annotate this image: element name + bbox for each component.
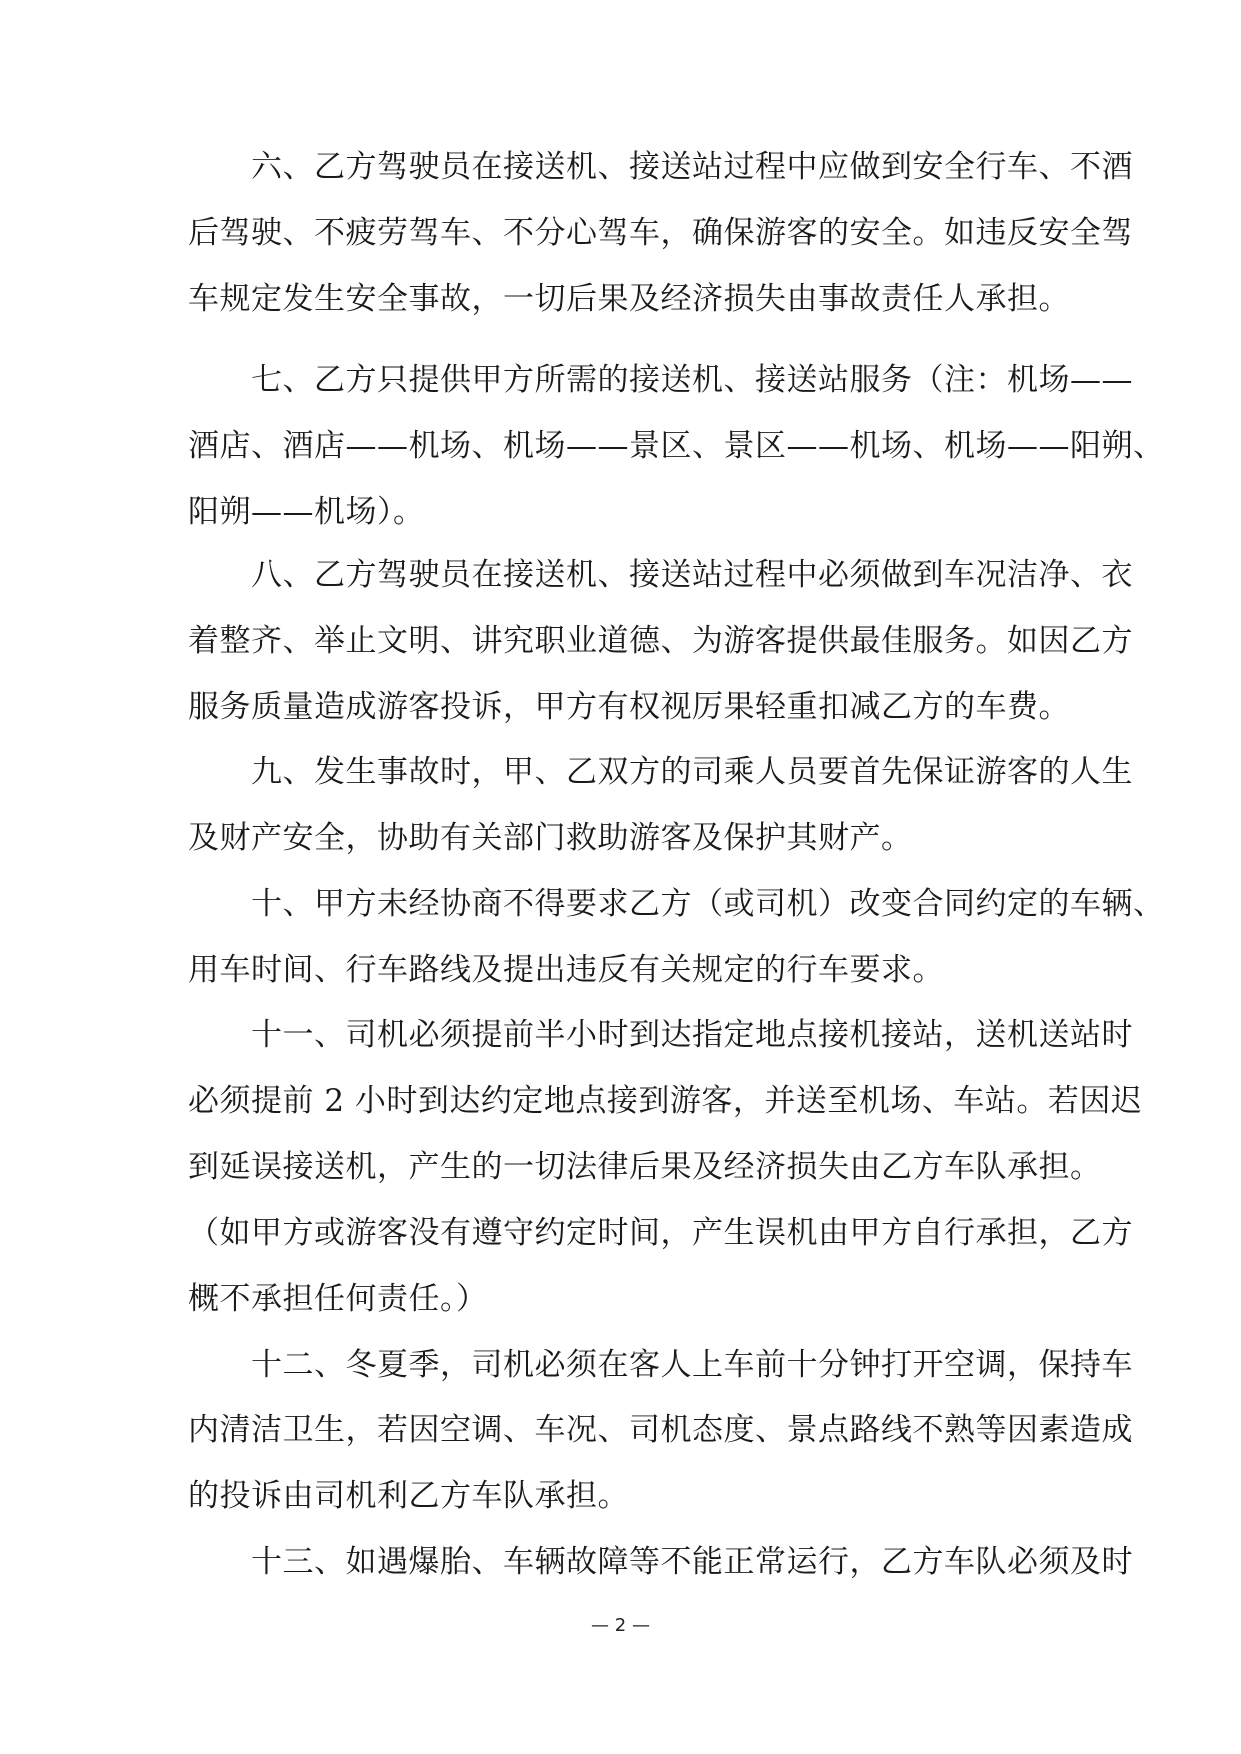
text-line: 六、乙方驾驶员在接送机、接送站过程中应做到安全行车、不酒 — [188, 149, 1133, 185]
text-line: 到延误接送机，产生的一切法律后果及经济损失由乙方车队承担。 — [188, 1149, 1102, 1185]
text-line: 八、乙方驾驶员在接送机、接送站过程中必须做到车况洁净、衣 — [188, 557, 1133, 593]
text-line: 内清洁卫生，若因空调、车况、司机态度、景点路线不熟等因素造成 — [188, 1412, 1133, 1448]
text-line: 阳朔——机场）。 — [188, 494, 425, 530]
text-line: （如甲方或游客没有遵守约定时间，产生误机由甲方自行承担，乙方 — [188, 1215, 1133, 1251]
text-line: 酒店、酒店——机场、机场——景区、景区——机场、机场——阳朔、 — [188, 428, 1165, 464]
text-line: 九、发生事故时，甲、乙双方的司乘人员要首先保证游客的人生 — [188, 754, 1133, 790]
text-line: 必须提前 2 小时到达约定地点接到游客，并送至机场、车站。若因迟 — [188, 1083, 1143, 1119]
text-line: 车规定发生安全事故，一切后果及经济损失由事故责任人承担。 — [188, 281, 1070, 317]
page-number: — 2 — — [591, 1615, 650, 1636]
text-line: 七、乙方只提供甲方所需的接送机、接送站服务（注：机场—— — [188, 362, 1133, 398]
text-line: 概不承担任何责任。） — [188, 1281, 488, 1317]
text-line: 用车时间、行车路线及提出违反有关规定的行车要求。 — [188, 952, 944, 988]
text-line: 及财产安全，协助有关部门救助游客及保护其财产。 — [188, 820, 913, 856]
text-line: 服务质量造成游客投诉，甲方有权视厉果轻重扣减乙方的车费。 — [188, 689, 1070, 725]
text-line: 十三、如遇爆胎、车辆故障等不能正常运行，乙方车队必须及时 — [188, 1544, 1133, 1580]
text-line: 十、甲方未经协商不得要求乙方（或司机）改变合同约定的车辆、 — [188, 886, 1165, 922]
text-line: 的投诉由司机利乙方车队承担。 — [188, 1478, 629, 1514]
text-line: 后驾驶、不疲劳驾车、不分心驾车，确保游客的安全。如违反安全驾 — [188, 215, 1133, 251]
text-line: 着整齐、举止文明、讲究职业道德、为游客提供最佳服务。如因乙方 — [188, 623, 1133, 659]
text-line: 十一、司机必须提前半小时到达指定地点接机接站，送机送站时 — [188, 1017, 1133, 1053]
text-line: 十二、冬夏季，司机必须在客人上车前十分钟打开空调，保持车 — [188, 1347, 1133, 1383]
